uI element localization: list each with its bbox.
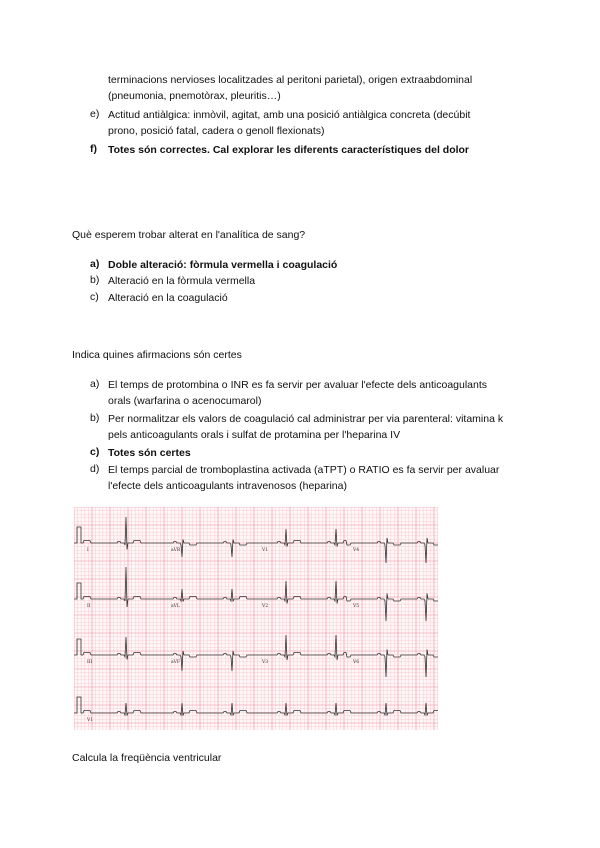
- option-f-text: Totes són correctes. Cal explorar les diferents característiques del dolor: [108, 144, 470, 156]
- ecg-lead-label: V6: [353, 660, 360, 665]
- ecg-lead-label: III: [87, 660, 93, 665]
- ecg-lead-label: aVR: [171, 548, 181, 553]
- option-e-line-1: Actitud antiàlgica: inmòvil, agitat, amb una posició antiàlgica concreta (decúbit: [108, 109, 471, 121]
- list-marker-f: f): [90, 143, 97, 155]
- q2-option-c: Totes són certes: [108, 447, 191, 459]
- ecg-lead-label: V2: [262, 604, 269, 609]
- ecg-lead-label: aVL: [171, 604, 180, 609]
- ecg-lead-label: V5: [353, 604, 360, 609]
- intro-line-2: (pneumonia, pnemotòrax, pleuritis…): [108, 90, 281, 102]
- question-1: Què esperem trobar alterat en l'analítica de sang?: [72, 229, 306, 241]
- ecg-lead-label: V4: [353, 548, 360, 553]
- ecg-lead-label: I: [87, 548, 89, 553]
- q1-option-a: Doble alteració: fòrmula vermella i coagulació: [108, 259, 338, 271]
- option-e-line-2: prono, posició fatal, cadera o genoll flexionats): [108, 125, 325, 137]
- q2-marker-a: a): [90, 378, 100, 390]
- ecg-lead-label: aVF: [171, 660, 181, 665]
- q1-marker-c: c): [90, 291, 99, 303]
- q2-marker-d: d): [90, 463, 100, 475]
- q2-option-b-line-2: pels anticoagulants orals i sulfat de protamina per l'heparina IV: [108, 429, 401, 441]
- q1-marker-b: b): [90, 274, 100, 286]
- list-marker-e: e): [90, 108, 100, 120]
- q2-option-d-line-1: El temps parcial de tromboplastina activada (aTPT) o RATIO es fa servir per avaluar: [108, 464, 500, 476]
- q2-option-a-line-2: orals (warfarina o acenocumarol): [108, 395, 262, 407]
- ecg-lead-label: II: [87, 604, 91, 609]
- q2-option-d-line-2: l'efecte dels anticoagulants intravenosos (heparina): [108, 480, 347, 492]
- question-3: Calcula la freqüència ventricular: [72, 752, 222, 764]
- ecg-lead-label: V3: [262, 660, 269, 665]
- ecg-lead-label: V1: [87, 718, 94, 723]
- q2-marker-b: b): [90, 412, 100, 424]
- question-2: Indica quines afirmacions són certes: [72, 349, 242, 361]
- q1-marker-a: a): [90, 258, 100, 270]
- ecg-image: [74, 507, 438, 730]
- q1-option-b: Alteració en la fòrmula vermella: [108, 275, 256, 287]
- q2-option-b-line-1: Per normalitzar els valors de coagulació cal administrar per via parenteral: vitamina k: [108, 413, 504, 425]
- intro-line-1: terminacions nervioses localitzades al peritoni parietal), origen extraabdominal: [108, 74, 473, 86]
- q1-option-c: Alteració en la coagulació: [108, 292, 228, 304]
- ecg-lead-label: V1: [262, 548, 269, 553]
- q2-marker-c: c): [90, 446, 100, 458]
- q2-option-a-line-1: El temps de protombina o INR es fa servir per avaluar l'efecte dels anticoagulants: [108, 379, 488, 391]
